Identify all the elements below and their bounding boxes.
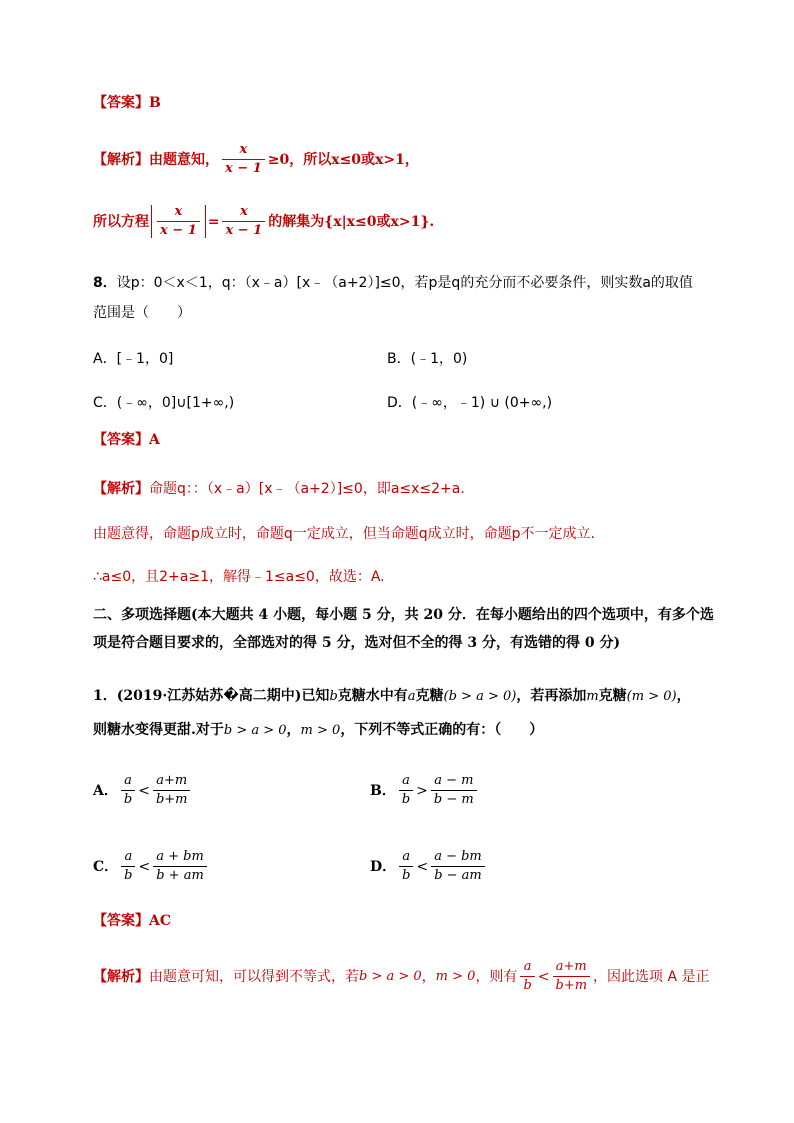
fraction-numerator: a bbox=[124, 773, 132, 788]
mq1-option-a bbox=[93, 774, 193, 807]
fraction-denominator: b − am bbox=[431, 866, 485, 883]
fraction-denominator: b+m bbox=[553, 976, 591, 993]
fraction bbox=[399, 774, 413, 807]
fraction-numerator: a + bm bbox=[156, 849, 204, 864]
analysis-text: ≥0，所以x≤0或x>1， bbox=[267, 151, 419, 168]
option-letter: C． bbox=[93, 858, 119, 875]
q7-answer bbox=[93, 93, 161, 113]
answer-label: 【答案】 bbox=[93, 913, 149, 929]
option-label: B．(﹣1，0) bbox=[387, 351, 468, 367]
analysis-text: ，因此选项 A 是正 bbox=[593, 968, 710, 985]
q8-stem-line2 bbox=[93, 303, 191, 323]
analysis-text: 由题意知， bbox=[149, 151, 219, 168]
fraction-denominator: b bbox=[121, 866, 135, 883]
math-condition: m > 0 bbox=[300, 723, 341, 738]
fraction-numerator: a+m bbox=[156, 773, 188, 788]
fraction-numerator: x bbox=[239, 204, 248, 219]
question-text: 则糖水变得更甜.对于 bbox=[93, 722, 224, 738]
question-text: 设p：0＜x＜1，q：（x﹣a）[x﹣（a+2）]≤0，若p是q的充分而不必要条件，则实数a的取值 bbox=[116, 275, 693, 291]
absolute-value bbox=[151, 205, 206, 238]
answer-label: 【答案】 bbox=[93, 95, 149, 111]
option-label: D．(﹣∞，﹣1) ∪ (0+∞,) bbox=[387, 395, 553, 411]
analysis-text: 的解集为{x|x≤0或x>1}. bbox=[268, 213, 435, 230]
section2-heading-line2 bbox=[93, 633, 620, 653]
fraction-denominator: b bbox=[399, 866, 413, 883]
fraction-numerator: a − m bbox=[434, 773, 474, 788]
fraction-denominator: b bbox=[399, 790, 413, 807]
fraction-numerator: x bbox=[239, 142, 248, 157]
math-condition: (m > 0) bbox=[626, 689, 677, 704]
analysis-label: 【解析】 bbox=[93, 968, 149, 985]
option-label: A．[﹣1，0] bbox=[93, 351, 174, 367]
question-text: 克糖 bbox=[598, 688, 627, 704]
question-source: (2019·江苏姑苏�高二期中) bbox=[116, 688, 302, 704]
answer-label: 【答案】 bbox=[93, 432, 149, 448]
q8-option-d bbox=[387, 393, 552, 413]
fraction bbox=[121, 850, 135, 883]
analysis-text: ∴a≤0，且2+a≥1，解得﹣1≤a≤0，故选：A. bbox=[93, 569, 385, 585]
fraction-denominator: x − 1 bbox=[222, 221, 265, 238]
q8-answer bbox=[93, 430, 160, 450]
fraction-numerator: a+m bbox=[555, 959, 587, 974]
mq1-option-b bbox=[370, 774, 480, 807]
mq1-answer bbox=[93, 911, 171, 931]
q7-analysis-line1 bbox=[93, 143, 419, 176]
q8-option-c bbox=[93, 393, 234, 413]
inequality-sign: < bbox=[537, 968, 550, 985]
fraction bbox=[222, 143, 265, 176]
inequality-sign: < bbox=[416, 858, 429, 875]
answer-value: B bbox=[149, 95, 161, 111]
fraction-numerator: a − bm bbox=[434, 849, 482, 864]
analysis-text: ，则有 bbox=[475, 968, 518, 985]
question-number: 8． bbox=[93, 275, 117, 291]
mq1-option-d bbox=[370, 850, 488, 883]
question-text: ， bbox=[676, 688, 691, 704]
question-text: 已知 bbox=[301, 688, 330, 704]
fraction bbox=[431, 850, 485, 883]
fraction-numerator: x bbox=[174, 204, 183, 219]
question-text: 克糖水中有 bbox=[337, 688, 408, 704]
math-condition: m > 0 bbox=[435, 968, 476, 984]
section2-heading-line1 bbox=[93, 605, 714, 625]
q8-analysis-line3 bbox=[93, 567, 385, 587]
analysis-text: 命题q：：（x﹣a）[x﹣（a+2）]≤0，即a≤x≤2+a. bbox=[149, 481, 465, 497]
math-condition: b > a > 0 bbox=[223, 723, 287, 738]
q7-analysis-line2 bbox=[93, 205, 434, 238]
punctuation: ， bbox=[421, 968, 436, 985]
math-variable: a bbox=[407, 689, 416, 704]
mq1-option-c bbox=[93, 850, 210, 883]
fraction-denominator: b − m bbox=[431, 790, 477, 807]
fraction-denominator: b bbox=[121, 790, 135, 807]
punctuation: ， bbox=[286, 722, 301, 738]
inequality-sign: < bbox=[138, 858, 151, 875]
fraction bbox=[222, 205, 265, 238]
fraction bbox=[153, 774, 191, 807]
fraction-denominator: b+m bbox=[153, 790, 191, 807]
inequality-sign: < bbox=[138, 782, 150, 799]
fraction-numerator: a bbox=[124, 849, 133, 864]
fraction-denominator: x − 1 bbox=[222, 159, 265, 176]
fraction bbox=[431, 774, 477, 807]
fraction-denominator: x − 1 bbox=[157, 221, 200, 238]
question-text: ，若再添加 bbox=[516, 688, 587, 704]
mq1-stem-line2 bbox=[93, 720, 543, 741]
fraction-numerator: a bbox=[523, 959, 532, 974]
analysis-label: 【解析】 bbox=[93, 481, 149, 497]
fraction-denominator: b bbox=[520, 976, 534, 993]
q8-option-a bbox=[93, 349, 173, 369]
question-text: 范围是（ ） bbox=[93, 305, 191, 321]
analysis-text: 由题意得，命题p成立时，命题q一定成立，但当命题q成立时，命题p不一定成立. bbox=[93, 526, 595, 542]
inequality-sign: > bbox=[416, 782, 428, 799]
fraction bbox=[153, 850, 207, 883]
option-letter: A． bbox=[93, 782, 118, 799]
question-text: 克糖 bbox=[415, 688, 444, 704]
fraction bbox=[520, 960, 534, 993]
fraction bbox=[553, 960, 591, 993]
fraction-numerator: a bbox=[402, 773, 410, 788]
q8-option-b bbox=[387, 349, 467, 369]
answer-value: AC bbox=[149, 913, 172, 929]
math-variable: m bbox=[586, 689, 599, 704]
q8-analysis-line1 bbox=[93, 479, 465, 499]
section-heading-text: 项是符合题目要求的，全部选对的得 5 分，选对但不全的得 3 分，有选错的得 0 分) bbox=[93, 635, 621, 651]
mq1-stem-line1 bbox=[93, 686, 691, 707]
section-heading-text: 二、多项选择题(本大题共 4 小题，每小题 5 分，共 20 分．在每小题给出的四个选项中，有多个选 bbox=[93, 607, 714, 623]
fraction bbox=[399, 850, 413, 883]
option-letter: B． bbox=[370, 782, 396, 799]
equals-sign: = bbox=[207, 213, 220, 230]
q8-analysis-line2 bbox=[93, 524, 595, 544]
option-label: C．(﹣∞，0]∪[1+∞,) bbox=[93, 395, 235, 411]
analysis-text: 由题意可知，可以得到不等式，若 bbox=[149, 968, 359, 985]
analysis-label: 【解析】 bbox=[93, 151, 149, 168]
fraction bbox=[121, 774, 135, 807]
question-text: ，下列不等式正确的有：（ ） bbox=[340, 722, 544, 738]
math-variable: b bbox=[329, 689, 338, 704]
question-number: 1． bbox=[93, 688, 117, 704]
fraction-denominator: b + am bbox=[153, 866, 207, 883]
fraction bbox=[157, 205, 200, 238]
analysis-text: 所以方程 bbox=[93, 213, 149, 230]
fraction-numerator: a bbox=[402, 849, 411, 864]
math-condition: b > a > 0 bbox=[359, 968, 422, 984]
answer-value: A bbox=[149, 432, 160, 448]
math-condition: (b > a > 0) bbox=[443, 689, 517, 704]
option-letter: D． bbox=[370, 858, 397, 875]
q8-stem-line1 bbox=[93, 273, 693, 293]
mq1-analysis bbox=[93, 960, 710, 993]
